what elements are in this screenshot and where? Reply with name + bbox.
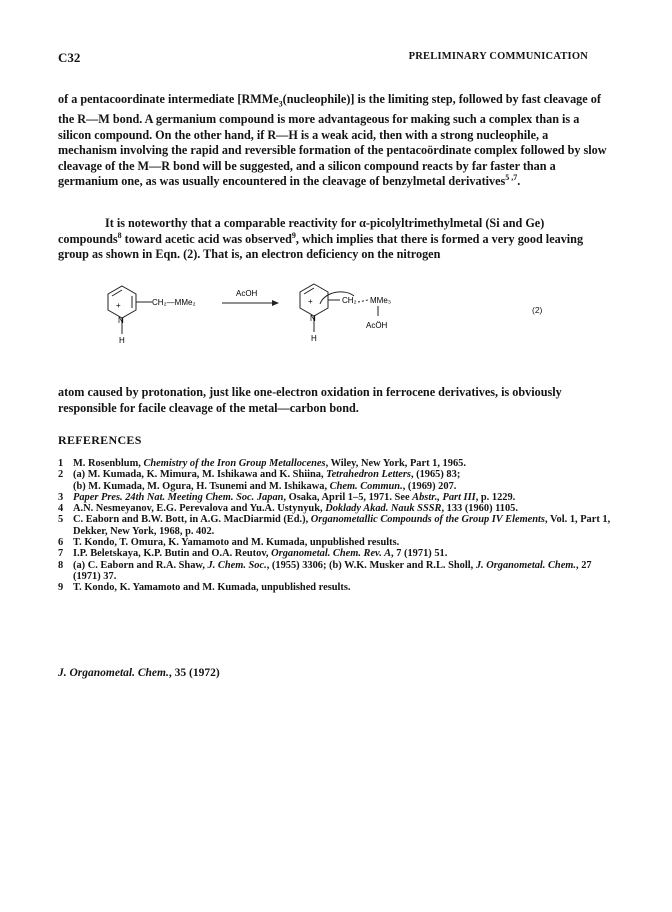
reference-number: 4	[58, 503, 64, 515]
reference-number: 6	[58, 537, 64, 549]
reactant-plus-sign: +	[116, 301, 121, 310]
reference-text: C. Eaborn and B.W. Bott, in A.G. MacDiarmid (Ed.),	[73, 514, 311, 526]
product-metal-group: MMe₃	[370, 296, 392, 305]
equation-number: (2)	[532, 305, 543, 315]
reference-text: , Vol. 1, Part 1, Dekker, New York, 1968, p. 402.	[73, 514, 611, 537]
reference-number: 1	[58, 458, 64, 469]
reference-number: 7	[58, 548, 64, 560]
reaction-scheme	[96, 276, 516, 366]
reference-title: Paper Pres. 24th Nat. Meeting Chem. Soc. Japan	[73, 491, 284, 503]
running-title: PRELIMINARY COMMUNICATION	[408, 51, 588, 62]
reference-item	[58, 582, 614, 593]
reference-title: Tetrahedron Letters	[326, 469, 411, 481]
page-number: C32	[58, 50, 81, 65]
reference-item	[58, 514, 614, 537]
reference-title: Chemistry of the Iron Group Metallocenes	[143, 458, 326, 469]
reference-title: Chem. Commun.	[329, 480, 403, 492]
reference-text: , (1965) 83;	[410, 469, 461, 481]
reference-text: (a) M. Kumada, K. Mimura, M. Ishikawa and K. Shiina,	[73, 469, 327, 481]
reference-text: I.P. Beletskaya, K.P. Butin and O.A. Reutov,	[73, 548, 272, 560]
reactant-pyridinium-ring	[108, 286, 152, 334]
reference-text: T. Kondo, K. Yamamoto and M. Kumada, unpublished results.	[73, 582, 351, 594]
reference-text: , 133 (1960) 1105.	[441, 503, 518, 515]
reference-text: , (1969) 207.	[402, 480, 457, 492]
reference-text: M. Rosenblum,	[73, 458, 144, 469]
reference-text: (b) M. Kumada, M. Ogura, H. Tsunemi and M. Ishikawa,	[73, 480, 330, 492]
reference-number: 5	[58, 514, 64, 526]
reference-item	[58, 560, 614, 583]
reference-item	[58, 481, 614, 492]
reference-number: 2	[58, 469, 64, 481]
product-hydrogen: H	[311, 334, 317, 343]
reference-title: Abstr., Part III	[412, 491, 476, 503]
reference-title: Doklady Akad. Nauk SSSR	[325, 503, 442, 515]
reference-text: (a) C. Eaborn and R.A. Shaw,	[73, 559, 208, 571]
reference-number: 3	[58, 491, 64, 503]
reference-title: J. Chem. Soc.	[207, 559, 267, 571]
product-acetic-acid: AcÖH	[366, 321, 388, 330]
reactant-nitrogen: N	[118, 316, 124, 325]
reference-text: , (1955) 3306; (b) W.K. Musker and R.L. Sholl,	[266, 559, 476, 571]
product-nitrogen: N	[310, 314, 316, 323]
reference-text: , Osaka, April 1–5, 1971. See	[283, 491, 413, 503]
reference-item	[58, 492, 614, 503]
reference-item	[58, 503, 614, 514]
reference-text: , p. 1229.	[475, 491, 516, 503]
reference-number: 9	[58, 582, 64, 594]
reference-text: , 27 (1971) 37.	[73, 559, 592, 582]
paragraph-conclusion: atom caused by protonation, just like one-electron oxidation in ferrocene derivatives, is obviously responsible for facile cleavage of the metal—carbon bond.	[58, 385, 562, 415]
reference-text: , 7 (1971) 51.	[391, 548, 448, 560]
reactant-hydrogen: H	[119, 336, 125, 345]
reference-text: A.N. Nesmeyanov, E.G. Perevalova and Yu.A. Ustynyuk,	[73, 503, 326, 515]
reference-text: T. Kondo, T. Omura, K. Yamamoto and M. Kumada, unpublished results.	[73, 537, 400, 549]
reactant-side-chain: CH₂—MMe₂	[152, 298, 196, 307]
references-heading: REFERENCES	[58, 433, 142, 447]
reference-item	[58, 458, 614, 469]
journal-footer: J. Organometal. Chem., 35 (1972)	[58, 667, 220, 679]
reference-item	[58, 548, 614, 559]
reference-item	[58, 469, 614, 480]
paragraph-reactivity: It is noteworthy that a comparable reactivity for α-picolyltrimethylmetal (Si and Ge) compounds$^8$ toward acetic acid was observed$^9$, which implies that there is formed a very good leaving group as shown in Eqn. (2). That is, an electron deficiency on the nitrogen	[58, 216, 584, 262]
product-plus-sign: +	[308, 297, 313, 306]
reaction-arrowhead	[272, 300, 279, 306]
reference-title: Organometal. Chem. Rev. A	[271, 548, 392, 560]
paragraph-mechanism: of a pentacoordinate intermediate [RMMe$_3$(nucleophile)] is the limiting step, followed by fast cleavage of the R—M bond. A germanium compound is more advantageous for making such a complex than is a silicon compound. On the other hand, if R—H is a weak acid, then with a strong nucleophile, a mechanism involving the rapid and reversible formation of the pentacoördinate complex followed by slow cleavage of the M—R bond will be suggested, and a silicon compound reacts by far faster than a germanium one, as was usually encountered in the cleavage of benzylmetal derivatives$^{5 ,7}$.	[58, 92, 607, 189]
reference-title: Organometallic Compounds of the Group IV Elements	[310, 514, 545, 526]
reference-item	[58, 537, 614, 548]
product-ch2: CH₂	[342, 296, 357, 305]
reference-text: , Wiley, New York, Part 1, 1965.	[325, 458, 466, 469]
reagent-label: AcOH	[236, 289, 258, 298]
references-list	[58, 458, 614, 594]
reference-number: 8	[58, 559, 64, 571]
reference-title: J. Organometal. Chem.	[475, 559, 576, 571]
